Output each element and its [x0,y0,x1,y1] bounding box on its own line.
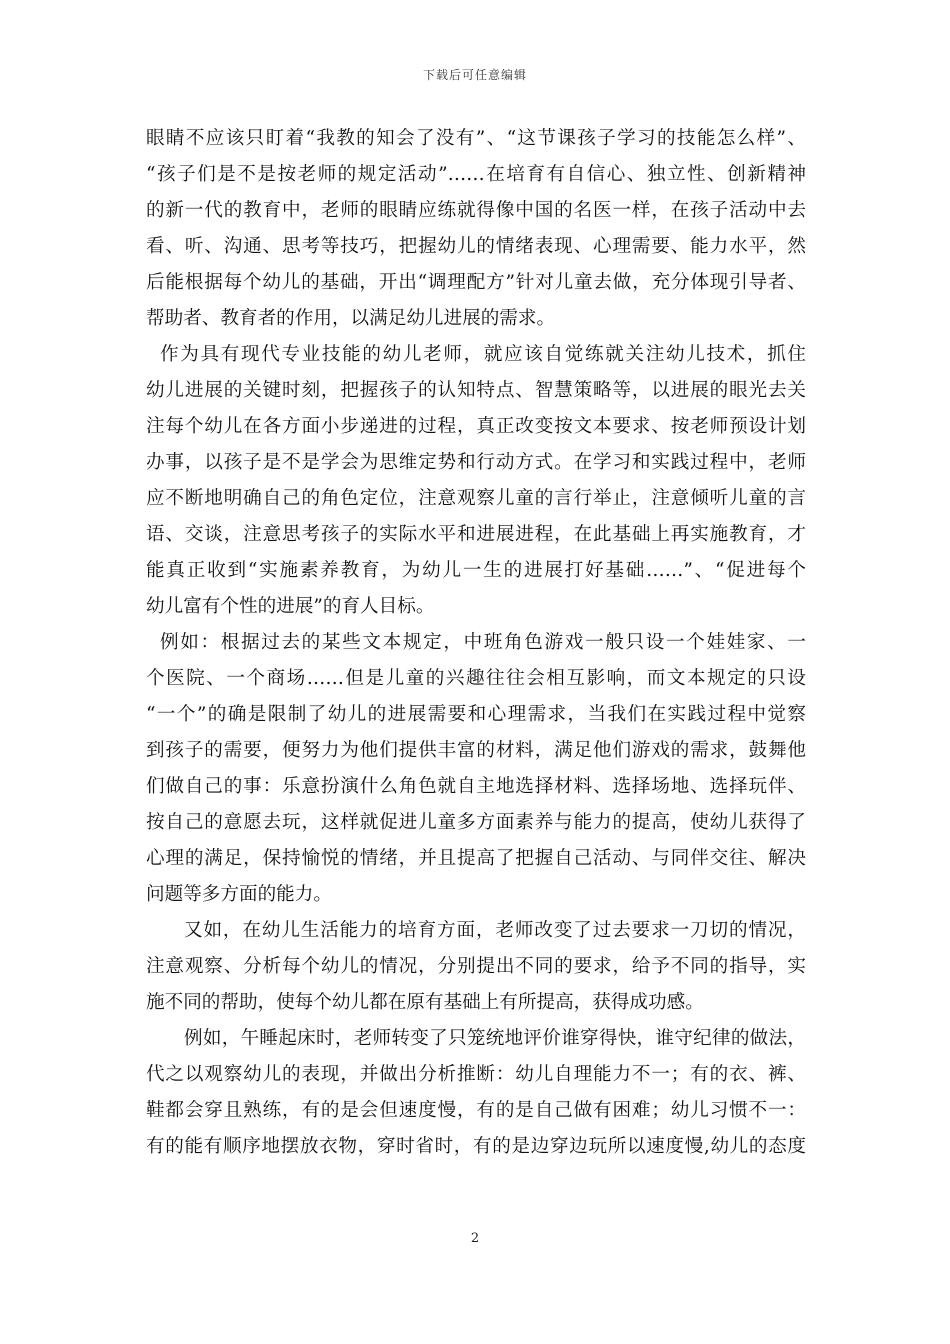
text-line: 鞋都会穿且熟练，有的是会但速度慢，有的是自己做有困难；幼儿习惯不一： [146,1100,806,1121]
text-line: 眼睛不应该只盯着“我教的知会了没有”、“这节课孩子学习的技能怎么样”、 [146,128,806,149]
text-line: 又如，在幼儿生活能力的培育方面，老师改变了过去要求一刀切的情况， [184,920,806,941]
text-line: 办事，以孩子是不是学会为思维定势和行动方式。在学习和实践过程中，老师 [146,452,806,473]
text-line: 注每个幼儿在各方面小步递进的过程，真正改变按文本要求、按老师预设计划 [146,416,806,437]
text-line: 有的能有顺序地摆放衣物，穿时省时，有的是边穿边玩所以速度慢,幼儿的态度 [146,1136,806,1157]
text-line: 个医院、一个商场……但是儿童的兴趣往往会相互影响，而文本规定的只设 [146,668,806,689]
text-line: 后能根据每个幼儿的基础，开出“调理配方”针对儿童去做，充分体现引导者、 [146,272,806,293]
text-line: 能真正收到“实施素养教育，为幼儿一生的进展打好基础……”、“促进每个 [146,560,806,581]
text-line: “一个”的确是限制了幼儿的进展需要和心理需求，当我们在实践过程中觉察 [146,704,806,725]
text-line: 看、听、沟通、思考等技巧，把握幼儿的情绪表现、心理需要、能力水平，然 [146,236,806,257]
text-line: 幼儿富有个性的进展”的育人目标。 [146,596,435,617]
text-line: 语、交谈，注意思考孩子的实际水平和进展进程，在此基础上再实施教育，才 [146,524,806,545]
text-line: 作为具有现代专业技能的幼儿老师，就应该自觉练就关注幼儿技术，抓住 [160,344,806,365]
text-line: 应不断地明确自己的角色定位，注意观察儿童的言行举止，注意倾听儿童的言 [146,488,806,509]
text-line: 帮助者、教育者的作用，以满足幼儿进展的需求。 [146,308,556,329]
page-number: 2 [470,1231,480,1246]
text-line: 的新一代的教育中，老师的眼睛应练就得像中国的名医一样，在孩子活动中去 [146,200,806,221]
text-line: 按自己的意愿去玩，这样就促进儿童多方面素养与能力的提高，使幼儿获得了 [146,812,806,833]
text-line: 施不同的帮助，使每个幼儿都在原有基础上有所提高，获得成功感。 [146,992,704,1013]
text-line: 例如：根据过去的某些文本规定，中班角色游戏一般只设一个娃娃家、一 [160,632,806,653]
text-line: 注意观察、分析每个幼儿的情况，分别提出不同的要求，给予不同的指导，实 [146,956,806,977]
text-line: 到孩子的需要，便努力为他们提供丰富的材料，满足他们游戏的需求，鼓舞他 [146,740,806,761]
text-line: 心理的满足，保持愉悦的情绪，并且提高了把握自己活动、与同伴交往、解决 [146,848,806,869]
text-line: 幼儿进展的关键时刻，把握孩子的认知特点、智慧策略等，以进展的眼光去关 [146,380,806,401]
text-line: 们做自己的事：乐意扮演什么角色就自主地选择材料、选择场地、选择玩伴、 [146,776,806,797]
text-line: 问题等多方面的能力。 [146,884,332,905]
text-line: 例如，午睡起床时，老师转变了只笼统地评价谁穿得快，谁守纪律的做法， [184,1028,806,1049]
text-line: 代之以观察幼儿的表现，并做出分析推断：幼儿自理能力不一；有的衣、裤、 [146,1064,806,1085]
text-line: “孩子们是不是按老师的规定活动”……在培育有自信心、独立性、创新精神 [146,164,806,185]
page-header: 下载后可任意编辑 [422,68,527,82]
